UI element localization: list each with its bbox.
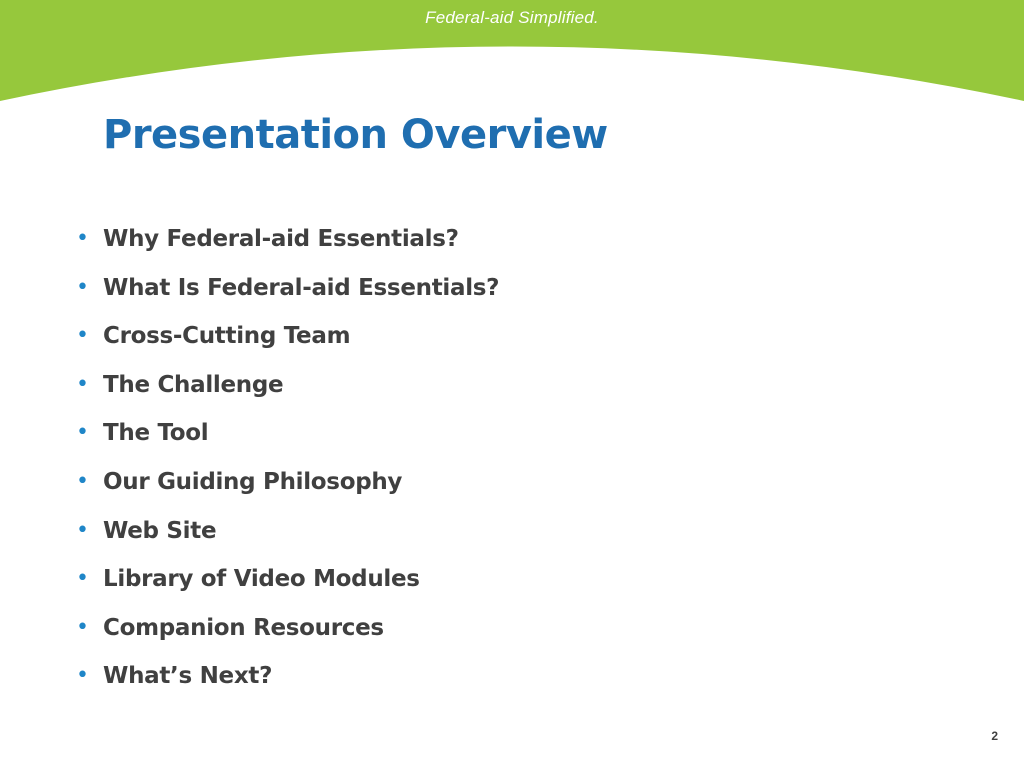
- bullet-icon: •: [76, 323, 89, 349]
- list-item-text: Cross-Cutting Team: [103, 323, 351, 350]
- overview-list: [76, 222, 499, 708]
- bullet-icon: •: [76, 274, 89, 300]
- list-item: [76, 659, 499, 708]
- bullet-icon: •: [76, 371, 89, 397]
- list-item: [76, 368, 499, 417]
- bullet-icon: •: [76, 226, 89, 251]
- list-item-text: Our Guiding Philosophy: [103, 468, 403, 495]
- list-item-text: What Is Federal-aid Essentials?: [103, 274, 500, 301]
- list-item-text: Why Federal-aid Essentials?: [103, 226, 459, 252]
- page-number: 2: [991, 729, 998, 743]
- list-item: [76, 222, 499, 271]
- bullet-icon: •: [76, 614, 89, 640]
- list-item: [76, 319, 499, 368]
- bullet-icon: •: [76, 468, 89, 494]
- list-item-text: Library of Video Modules: [103, 566, 420, 593]
- page-title: Presentation Overview: [103, 112, 608, 158]
- bullet-icon: •: [76, 663, 89, 689]
- list-item-text: Companion Resources: [103, 614, 384, 641]
- list-item-text: Web Site: [103, 517, 217, 544]
- list-item-text: The Tool: [103, 420, 209, 447]
- bullet-icon: •: [76, 566, 89, 592]
- list-item: [76, 514, 499, 563]
- list-item: [76, 611, 499, 660]
- list-item: [76, 271, 499, 320]
- list-item-text: The Challenge: [103, 371, 284, 398]
- bullet-icon: •: [76, 517, 89, 543]
- list-item: [76, 465, 499, 514]
- bullet-icon: •: [76, 420, 89, 446]
- header-tagline: Federal-aid Simplified.: [425, 8, 599, 27]
- list-item: [76, 562, 499, 611]
- list-item-text: What’s Next?: [103, 663, 273, 690]
- list-item: [76, 416, 499, 465]
